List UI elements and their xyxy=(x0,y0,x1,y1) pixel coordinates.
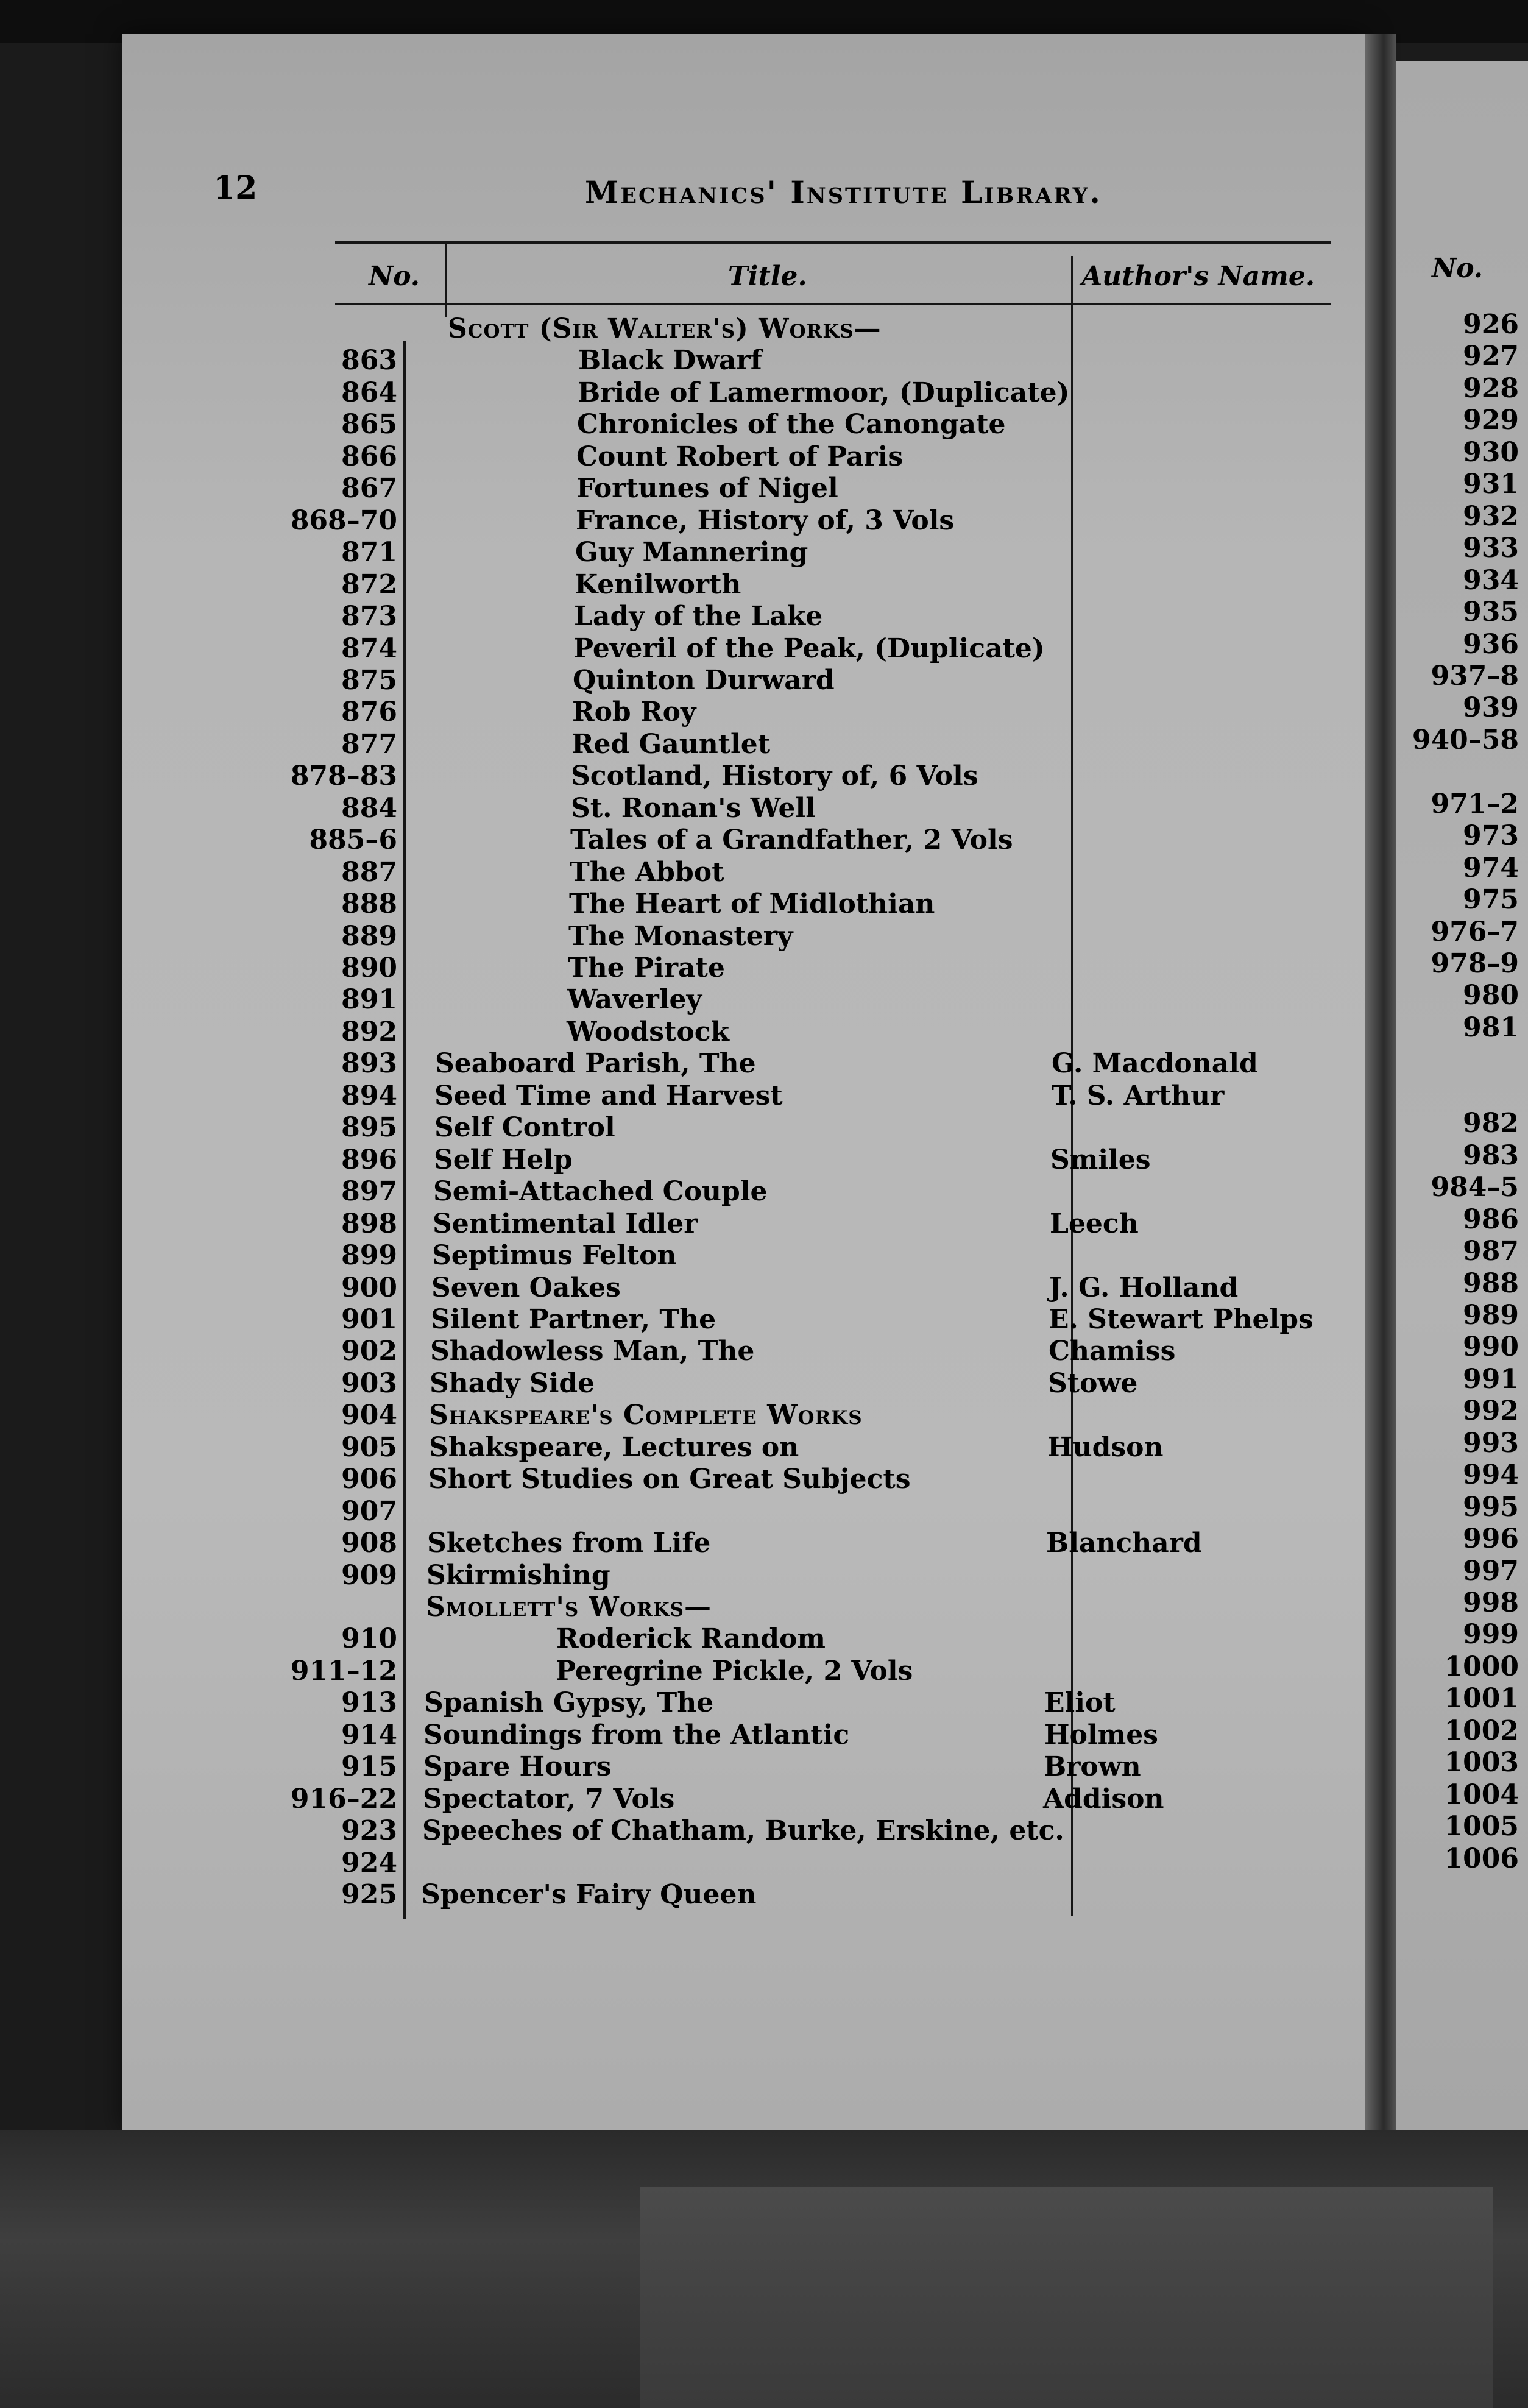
entry-number: 877 xyxy=(341,729,397,760)
table-row xyxy=(0,601,1340,632)
entry-number: 901 xyxy=(341,1304,397,1335)
table-row xyxy=(0,1496,1340,1527)
entry-number: 888 xyxy=(341,888,397,919)
entry-title: Self Control xyxy=(434,1112,615,1143)
table-row xyxy=(0,761,1340,791)
entry-number: 865 xyxy=(341,409,397,440)
facing-entry-number: 990 xyxy=(1463,1332,1519,1362)
entry-number: 885–6 xyxy=(309,824,397,855)
facing-entry-number: 975 xyxy=(1463,885,1519,915)
table-row xyxy=(0,1209,1340,1239)
entry-title: Guy Mannering xyxy=(575,537,808,568)
facing-header-no: No. xyxy=(1432,253,1484,284)
table-top-rule xyxy=(335,241,1331,244)
table-row xyxy=(0,1432,1340,1463)
entry-title: Peregrine Pickle, 2 Vols xyxy=(556,1656,913,1687)
entry-title: Smollett's Works— xyxy=(426,1592,712,1623)
facing-entry-number: 939 xyxy=(1463,693,1519,723)
facing-entry-number: 974 xyxy=(1463,853,1519,884)
table-row xyxy=(0,1752,1340,1782)
entry-number: 884 xyxy=(341,793,397,824)
table-row xyxy=(0,889,1340,919)
facing-entry-number: 980 xyxy=(1463,980,1519,1011)
entry-title: Peveril of the Peak, (Duplicate) xyxy=(573,633,1045,664)
entry-title: Shakspeare, Lectures on xyxy=(429,1432,799,1463)
entry-title: Sketches from Life xyxy=(427,1528,711,1559)
facing-entry-number: 999 xyxy=(1463,1620,1519,1650)
facing-entry-number: 991 xyxy=(1463,1364,1519,1395)
entry-title: Scott (Sir Walter's) Works— xyxy=(448,313,882,344)
entry-number: 897 xyxy=(341,1176,397,1207)
entry-author: Eliot xyxy=(1044,1687,1116,1718)
entry-title: Woodstock xyxy=(567,1016,730,1047)
facing-entry-number: 931 xyxy=(1463,469,1519,500)
entry-title: Scotland, History of, 6 Vols xyxy=(571,760,978,791)
entry-title: Chronicles of the Canongate xyxy=(577,409,1006,440)
table-row xyxy=(0,825,1340,855)
table-row xyxy=(0,1592,1340,1623)
entry-title: Seven Oakes xyxy=(431,1272,621,1303)
facing-entry-number: 940–58 xyxy=(1412,725,1519,756)
entry-author: G. Macdonald xyxy=(1052,1048,1258,1079)
entry-number: 905 xyxy=(341,1432,397,1463)
entry-title: The Pirate xyxy=(568,952,725,983)
entry-author: Holmes xyxy=(1044,1719,1158,1751)
entry-title: Red Gauntlet xyxy=(571,729,771,760)
header-bottom-rule xyxy=(335,303,1331,305)
facing-entry-number: 929 xyxy=(1463,405,1519,436)
table-row xyxy=(0,1848,1340,1879)
table-row xyxy=(0,665,1340,696)
entry-number: 878–83 xyxy=(290,760,397,791)
facing-entry-number: 997 xyxy=(1463,1556,1519,1587)
facing-entry-number: 973 xyxy=(1463,821,1519,851)
entry-title: Soundings from the Atlantic xyxy=(423,1719,850,1751)
entry-title: Shakspeare's Complete Works xyxy=(429,1400,863,1431)
facing-entry-number: 983 xyxy=(1463,1141,1519,1171)
facing-entry-number: 937–8 xyxy=(1431,661,1519,692)
entry-title: Quinton Durward xyxy=(573,665,835,696)
facing-entry-number: 1000 xyxy=(1444,1652,1519,1682)
entry-title: The Abbot xyxy=(570,857,724,888)
entry-title: Short Studies on Great Subjects xyxy=(428,1464,911,1495)
table-row xyxy=(0,409,1340,440)
table-row xyxy=(0,953,1340,983)
entry-number: 907 xyxy=(341,1496,397,1527)
facing-entry-number: 1002 xyxy=(1444,1716,1519,1746)
header-title: Title. xyxy=(728,261,807,292)
entry-title: Shady Side xyxy=(430,1368,595,1399)
table-row xyxy=(0,1017,1340,1047)
table-row xyxy=(0,1049,1340,1079)
table-row xyxy=(0,1784,1340,1815)
entry-title: Seaboard Parish, The xyxy=(435,1048,756,1079)
entry-title: Semi-Attached Couple xyxy=(433,1176,768,1207)
entry-number: 898 xyxy=(341,1208,397,1239)
table-row xyxy=(0,314,1340,344)
facing-entry-number: 982 xyxy=(1463,1108,1519,1139)
entry-number: 868–70 xyxy=(290,505,397,536)
facing-entry-number: 989 xyxy=(1463,1300,1519,1331)
table-row xyxy=(0,1081,1340,1111)
entry-number: 910 xyxy=(341,1623,397,1654)
entry-title: Self Help xyxy=(434,1144,573,1175)
entry-title: Sentimental Idler xyxy=(433,1208,698,1239)
entry-number: 887 xyxy=(341,857,397,888)
table-row xyxy=(0,1273,1340,1303)
table-row xyxy=(0,345,1340,376)
entry-title: Silent Partner, The xyxy=(431,1304,716,1335)
table-row xyxy=(0,506,1340,536)
entry-number: 863 xyxy=(341,345,397,376)
entry-number: 896 xyxy=(341,1144,397,1175)
entry-author: Stowe xyxy=(1048,1368,1138,1399)
table-row xyxy=(0,1113,1340,1143)
facing-entry-number: 935 xyxy=(1463,597,1519,628)
entry-number: 890 xyxy=(341,952,397,983)
entry-title: Seed Time and Harvest xyxy=(434,1080,783,1111)
facing-entry-number: 1004 xyxy=(1444,1780,1519,1810)
table-row xyxy=(0,1880,1340,1910)
entry-number: 873 xyxy=(341,601,397,632)
entry-title: Septimus Felton xyxy=(432,1240,677,1271)
table-row xyxy=(0,1400,1340,1431)
entry-author: Leech xyxy=(1050,1208,1139,1239)
facing-entry-number: 927 xyxy=(1463,341,1519,372)
table-row xyxy=(0,378,1340,408)
entry-number: 872 xyxy=(341,569,397,600)
entry-number: 895 xyxy=(341,1112,397,1143)
entry-title: The Heart of Midlothian xyxy=(569,888,935,919)
entry-number: 908 xyxy=(341,1528,397,1559)
facing-entry-number: 971–2 xyxy=(1431,789,1519,820)
table-row xyxy=(0,697,1340,728)
entry-number: 867 xyxy=(341,473,397,504)
entry-title: Skirmishing xyxy=(426,1560,610,1591)
entry-number: 874 xyxy=(341,633,397,664)
entry-title: France, History of, 3 Vols xyxy=(576,505,955,536)
facing-entry-number: 988 xyxy=(1463,1269,1519,1299)
table-row xyxy=(0,793,1340,824)
table-row xyxy=(0,442,1340,472)
entry-title: Rob Roy xyxy=(572,696,696,728)
entry-title: Spencer's Fairy Queen xyxy=(421,1879,757,1910)
facing-entry-number: 926 xyxy=(1463,310,1519,340)
entry-author: Addison xyxy=(1043,1783,1164,1815)
entry-number: 894 xyxy=(341,1080,397,1111)
entry-title: Lady of the Lake xyxy=(574,601,823,632)
entry-title: Roderick Random xyxy=(556,1623,826,1654)
facing-entry-number: 930 xyxy=(1463,437,1519,468)
entry-number: 911–12 xyxy=(290,1656,397,1687)
table-row xyxy=(0,537,1340,568)
table-row xyxy=(0,1177,1340,1207)
facing-entry-number: 1005 xyxy=(1444,1811,1519,1842)
entry-number: 923 xyxy=(341,1815,397,1846)
facing-entry-number: 1006 xyxy=(1444,1844,1519,1874)
scan-shadow xyxy=(640,2187,1493,2408)
entry-number: 909 xyxy=(341,1560,397,1591)
table-row xyxy=(0,1688,1340,1718)
entry-number: 915 xyxy=(341,1751,397,1782)
entry-number: 900 xyxy=(341,1272,397,1303)
entry-author: Hudson xyxy=(1047,1432,1164,1463)
page-number: 12 xyxy=(213,169,258,207)
entry-number: 864 xyxy=(341,377,397,408)
table-row xyxy=(0,634,1340,664)
facing-entry-number: 936 xyxy=(1463,629,1519,660)
table-row xyxy=(0,729,1340,760)
facing-entry-number: 994 xyxy=(1463,1460,1519,1490)
header-author: Author's Name. xyxy=(1081,261,1315,292)
table-row xyxy=(0,1464,1340,1495)
facing-entry-number: 1001 xyxy=(1444,1684,1519,1714)
entry-number: 871 xyxy=(341,537,397,568)
entry-title: Fortunes of Nigel xyxy=(576,473,838,504)
table-row xyxy=(0,1528,1340,1559)
facing-entry-number: 998 xyxy=(1463,1588,1519,1618)
entry-title: St. Ronan's Well xyxy=(571,793,816,824)
entry-number: 892 xyxy=(341,1016,397,1047)
entry-title: Spectator, 7 Vols xyxy=(423,1783,675,1815)
facing-entry-number: 1003 xyxy=(1444,1748,1519,1778)
entry-number: 913 xyxy=(341,1687,397,1718)
table-row xyxy=(0,1145,1340,1175)
entry-author: Smiles xyxy=(1050,1144,1151,1175)
table-row xyxy=(0,1560,1340,1591)
facing-entry-number: 978–9 xyxy=(1431,949,1519,979)
entry-number: 899 xyxy=(341,1240,397,1271)
facing-entry-number: 976–7 xyxy=(1431,917,1519,947)
entry-title: Waverley xyxy=(567,984,702,1015)
entry-number: 925 xyxy=(341,1879,397,1910)
table-row xyxy=(0,921,1340,952)
table-row xyxy=(0,1720,1340,1751)
entry-number: 891 xyxy=(341,984,397,1015)
entry-author: E. Stewart Phelps xyxy=(1049,1304,1314,1335)
facing-entry-number: 932 xyxy=(1463,501,1519,532)
entry-title: Tales of a Grandfather, 2 Vols xyxy=(570,824,1013,855)
entry-author: J. G. Holland xyxy=(1049,1272,1239,1303)
entry-title: Kenilworth xyxy=(575,569,741,600)
facing-entry-number: 992 xyxy=(1463,1396,1519,1426)
facing-entry-number: 928 xyxy=(1463,374,1519,404)
entry-number: 889 xyxy=(341,921,397,952)
facing-entry-number: 987 xyxy=(1463,1236,1519,1267)
table-row xyxy=(0,1656,1340,1687)
table-row xyxy=(0,857,1340,888)
table-row xyxy=(0,1624,1340,1654)
entry-title: Spare Hours xyxy=(423,1751,612,1782)
entry-title: Bride of Lamermoor, (Duplicate) xyxy=(578,377,1070,408)
entry-number: 914 xyxy=(341,1719,397,1751)
entry-author: Chamiss xyxy=(1049,1336,1176,1367)
entry-number: 903 xyxy=(341,1368,397,1399)
facing-entry-number: 995 xyxy=(1463,1492,1519,1523)
facing-entry-number: 933 xyxy=(1463,533,1519,564)
entry-title: Spanish Gypsy, The xyxy=(424,1687,714,1718)
running-head: Mechanics' Institute Library. xyxy=(585,174,1102,210)
table-row xyxy=(0,1336,1340,1367)
entry-number: 916–22 xyxy=(290,1783,397,1815)
entry-title: Black Dwarf xyxy=(578,345,762,376)
no-column-divider xyxy=(445,244,447,317)
entry-author: T. S. Arthur xyxy=(1052,1080,1225,1111)
entry-number: 866 xyxy=(341,441,397,472)
entry-number: 876 xyxy=(341,696,397,728)
entry-title: Shadowless Man, The xyxy=(430,1336,755,1367)
entry-author: Blanchard xyxy=(1046,1528,1202,1559)
entry-title: The Monastery xyxy=(568,921,793,952)
facing-entry-number: 996 xyxy=(1463,1524,1519,1554)
facing-entry-number: 993 xyxy=(1463,1428,1519,1459)
table-row xyxy=(0,473,1340,504)
header-no: No. xyxy=(369,261,420,292)
entry-number: 924 xyxy=(341,1847,397,1879)
entry-title: Count Robert of Paris xyxy=(576,441,904,472)
entry-number: 893 xyxy=(341,1048,397,1079)
entry-number: 906 xyxy=(341,1464,397,1495)
entry-number: 875 xyxy=(341,665,397,696)
entry-number: 902 xyxy=(341,1336,397,1367)
table-row xyxy=(0,1816,1340,1846)
entry-title: Speeches of Chatham, Burke, Erskine, etc. xyxy=(422,1815,1064,1846)
book-spine xyxy=(1365,34,1396,2130)
facing-entry-number: 984–5 xyxy=(1431,1172,1519,1203)
facing-entry-number: 981 xyxy=(1463,1013,1519,1043)
table-row xyxy=(0,570,1340,600)
entry-number: 904 xyxy=(341,1400,397,1431)
facing-entry-number: 934 xyxy=(1463,565,1519,596)
table-row xyxy=(0,1305,1340,1335)
entry-author: Brown xyxy=(1044,1751,1141,1782)
table-row xyxy=(0,985,1340,1015)
facing-entry-number: 986 xyxy=(1463,1205,1519,1235)
table-row xyxy=(0,1369,1340,1399)
table-row xyxy=(0,1241,1340,1271)
